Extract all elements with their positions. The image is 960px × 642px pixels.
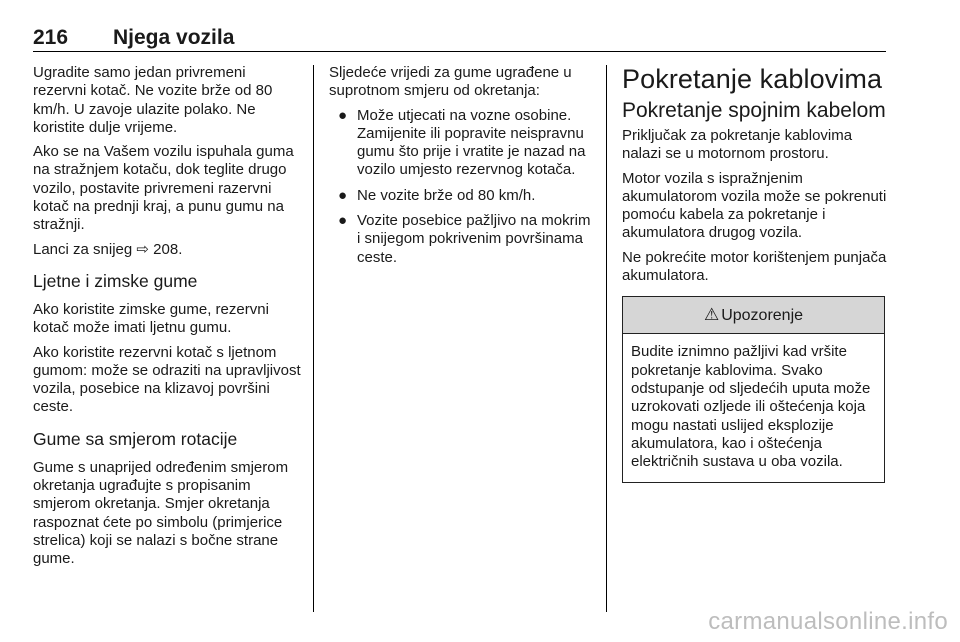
column-divider-1 <box>313 65 314 612</box>
list-item: ● Ne vozite brže od 80 km/h. <box>338 186 536 204</box>
column-3 <box>622 64 890 483</box>
snow-chains-reference: Lanci za snijeg ⇨ 208. <box>33 240 183 258</box>
paragraph: Priključak za pokretanje kablovima nalazi se u motornom prostoru. <box>622 127 853 163</box>
warning-box <box>622 296 885 483</box>
bullet-icon: ● <box>338 186 348 204</box>
warning-title: Upozorenje <box>721 307 804 325</box>
paragraph: Ako koristite rezervni kotač s ljetnom gumom: može se odraziti na upravljivost vozila, posebice na klizavoj površini ceste. <box>33 343 301 416</box>
header-rule <box>33 51 886 52</box>
column-1 <box>33 64 301 575</box>
paragraph: Ugradite samo jedan privremeni rezervni kotač. Ne vozite brže od 80 km/h. U zavoje ulazite polako. Ne koristite dulje vrijeme. <box>33 64 273 136</box>
warning-header <box>623 297 884 334</box>
bullet-icon: ● <box>338 106 348 124</box>
paragraph: Ne pokrećite motor korištenjem punjača akumulatora. <box>622 248 887 285</box>
page-header <box>33 26 885 52</box>
paragraph: Ako koristite zimske gume, rezervni kotač može imati ljetnu gumu. <box>33 300 269 337</box>
reference-text: Lanci za snijeg <box>33 240 137 258</box>
heading-summer-winter-tyres: Ljetne i zimske gume <box>33 270 198 291</box>
page-ref-arrow-icon: ⇨ <box>136 240 149 258</box>
paragraph: Sljedeće vrijedi za gume ugrađene u suprotnom smjeru od okretanja: <box>329 64 572 100</box>
warning-triangle-icon: ⚠ <box>703 305 720 325</box>
column-2 <box>329 64 597 274</box>
paragraph: Motor vozila s ispražnjenim akumulatorom vozila može se pokrenuti pomoću kabela za pokretanje i akumulatora drugog vozila. <box>622 169 887 242</box>
bullet-list <box>329 107 597 267</box>
column-divider-2 <box>606 65 607 612</box>
list-item: ● Može utjecati na vozne osobine. Zamijenite ili popravite neispravnu gumu što prije i vratite je nazad na vozilo umjesto rezervnog kotača. <box>338 106 586 179</box>
warning-text: Budite iznimno pažljivi kad vršite pokretanje kablovima. Svako odstupanje od sljedećih uputa može uzrokovati ozljede ili oštećenja koja mogu nastati uslijed eksplozije akumulatora, kao i oštećenja električnih sustava u oba vozila. <box>631 343 871 471</box>
paragraph: Ako se na Vašem vozilu ispuhala guma na stražnjem kotaču, dok teglite drugo vozilo, postavite privremeni razervni kotač na prednji kraj, a punu gumu na stražnji. <box>33 143 294 234</box>
page-ref-number[interactable]: 208 <box>153 240 179 258</box>
heading-directional-tyres: Gume sa smjerom rotacije <box>33 428 238 449</box>
chapter-title: Njega vozila <box>113 26 235 49</box>
paragraph: Gume s unaprijed određenim smjerom okretanja ugrađujte s propisanim smjerom okretanja. Smjer okretanja raspoznat ćete po simbolu (primjerice strelica) koji se nalazi s bočne strane gume. <box>33 458 289 568</box>
page-number: 216 <box>33 26 69 49</box>
watermark: carmanualsonline.info <box>708 608 948 635</box>
bullet-icon: ● <box>338 212 348 230</box>
list-item: ● Vozite posebice pažljivo na mokrim i snijegom pokrivenim površinama ceste. <box>338 212 591 266</box>
section-subtitle: Pokretanje spojnim kabelom <box>622 99 886 122</box>
section-title: Pokretanje kablovima <box>622 64 883 94</box>
